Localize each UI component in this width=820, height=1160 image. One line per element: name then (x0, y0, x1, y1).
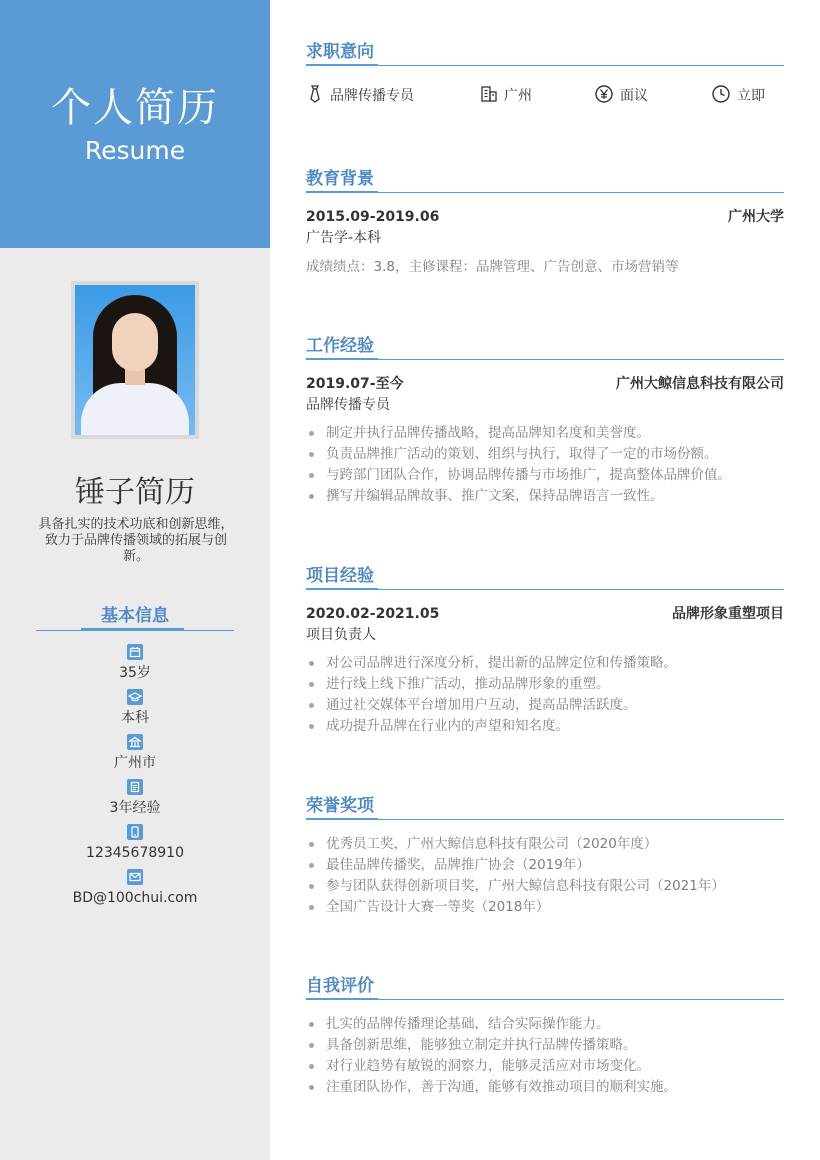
education-school: 广州大学 (728, 209, 784, 225)
list-item: 参与团队获得创新项目奖，广州大鲸信息科技有限公司（2021年） (306, 876, 784, 897)
list-item: 具备创新思维，能够独立制定并执行品牌传播策略。 (306, 1035, 784, 1056)
honors-items (306, 834, 784, 918)
work-items (306, 423, 784, 507)
list-item: 优秀员工奖，广州大鲸信息科技有限公司（2020年度） (306, 834, 784, 855)
info-text: 12345678910 (86, 845, 184, 861)
list-item: 撰写并编辑品牌故事、推广文案，保持品牌语言一致性。 (306, 486, 784, 507)
info-text: BD@100chui.com (72, 890, 198, 906)
intent-position: 品牌传播专员 (306, 84, 414, 106)
clock-icon (711, 84, 731, 104)
project-name: 品牌形象重塑项目 (672, 606, 784, 622)
list-item: 扎实的品牌传播理论基础，结合实际操作能力。 (306, 1014, 784, 1035)
candidate-intro: 具备扎实的技术功底和创新思维，致力于品牌传播领域的拓展与创新。 (38, 517, 234, 564)
work-company: 广州大鲸信息科技有限公司 (616, 376, 784, 392)
section-divider (306, 999, 784, 1000)
self-eval-items (306, 1014, 784, 1098)
intent-city: 广州 (480, 84, 532, 106)
avatar (75, 285, 195, 435)
intent-availability: 立即 (711, 84, 765, 106)
list-item: 与跨部门团队合作，协调品牌传播与市场推广，提高整体品牌价值。 (306, 465, 784, 486)
education-header (306, 207, 784, 227)
section-job-intent (306, 40, 784, 114)
section-title: 荣誉奖项 (306, 796, 374, 816)
work-role: 品牌传播专员 (306, 397, 390, 413)
candidate-name: 锤子简历 (75, 475, 195, 510)
info-experience (0, 779, 270, 818)
building-icon (127, 734, 143, 750)
list-item: 全国广告设计大赛一等奖（2018年） (306, 897, 784, 918)
info-text: 3年经验 (109, 800, 161, 816)
building-icon (480, 84, 498, 104)
phone-icon (127, 824, 143, 840)
section-title: 教育背景 (306, 169, 374, 189)
mail-icon (127, 869, 143, 885)
tie-icon (306, 84, 324, 104)
info-phone (0, 824, 270, 863)
section-work (306, 334, 784, 507)
list-item: 成功提升品牌在行业内的声望和知名度。 (306, 716, 784, 737)
sidebar (0, 0, 270, 1160)
intent-salary: 面议 (594, 84, 648, 106)
info-age (0, 644, 270, 683)
intent-row (306, 84, 784, 114)
section-project (306, 564, 784, 737)
section-divider (306, 359, 784, 360)
document-icon (127, 779, 143, 795)
info-text: 本科 (121, 710, 149, 726)
education-desc: 成绩绩点：3.8，主修课程：品牌管理、广告创意、市场营销等 (306, 259, 679, 275)
resume-subtitle: Resume (84, 136, 186, 165)
main-content (306, 0, 784, 1160)
section-self-eval (306, 974, 784, 1098)
graduation-cap-icon (127, 689, 143, 705)
project-header (306, 604, 784, 624)
section-divider (306, 819, 784, 820)
basic-info-divider-accent (81, 628, 184, 631)
info-text: 广州市 (114, 755, 156, 771)
section-divider (306, 192, 784, 193)
section-title: 项目经验 (306, 566, 374, 586)
work-date: 2019.07-至今 (306, 376, 404, 392)
list-item: 通过社交媒体平台增加用户互动，提高品牌活跃度。 (306, 695, 784, 716)
project-items (306, 653, 784, 737)
profile-photo (71, 281, 199, 439)
section-divider (306, 589, 784, 590)
list-item: 注重团队协作，善于沟通，能够有效推动项目的顺利实施。 (306, 1077, 784, 1098)
basic-info-title: 基本信息 (101, 606, 169, 626)
section-title: 工作经验 (306, 336, 374, 356)
yen-icon (594, 84, 614, 104)
project-date: 2020.02-2021.05 (306, 606, 440, 622)
calendar-icon (127, 644, 143, 660)
list-item: 对公司品牌进行深度分析，提出新的品牌定位和传播策略。 (306, 653, 784, 674)
section-honors (306, 794, 784, 918)
list-item: 制定并执行品牌传播战略，提高品牌知名度和美誉度。 (306, 423, 784, 444)
education-date: 2015.09-2019.06 (306, 209, 440, 225)
project-role: 项目负责人 (306, 627, 376, 643)
section-education (306, 167, 784, 277)
section-title: 自我评价 (306, 976, 374, 996)
list-item: 对行业趋势有敏锐的洞察力，能够灵活应对市场变化。 (306, 1056, 784, 1077)
work-header (306, 374, 784, 394)
info-city (0, 734, 270, 773)
info-text: 35岁 (119, 665, 151, 681)
education-major: 广告学-本科 (306, 230, 382, 246)
info-degree (0, 689, 270, 728)
section-divider (306, 65, 784, 66)
sidebar-header (0, 0, 270, 248)
list-item: 进行线上线下推广活动，推动品牌形象的重塑。 (306, 674, 784, 695)
list-item: 最佳品牌传播奖，品牌推广协会（2019年） (306, 855, 784, 876)
info-email (0, 869, 270, 908)
section-title: 求职意向 (306, 42, 374, 62)
list-item: 负责品牌推广活动的策划、组织与执行，取得了一定的市场份额。 (306, 444, 784, 465)
resume-title: 个人简历 (51, 85, 219, 131)
